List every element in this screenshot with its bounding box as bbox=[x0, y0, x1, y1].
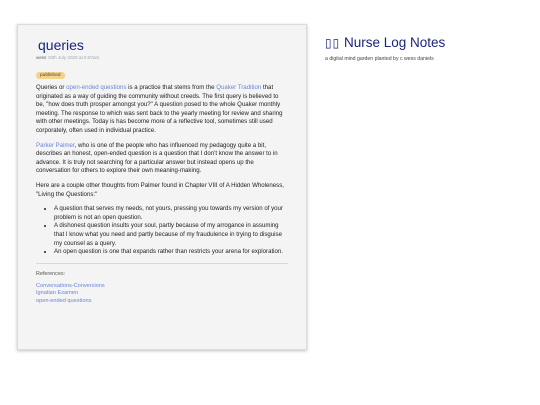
list-item: • A question that serves my needs, not yours, pressing you towards my version of your problem is not an open question. bbox=[54, 205, 288, 222]
paragraph-intro bbox=[36, 84, 288, 136]
link-parker-palmer[interactable]: Parker Palmer bbox=[36, 141, 75, 149]
list-item: • A dishonest question insults your soul, partly because of my arrogance in assuming that I know what you need and partly because of my fraudulence in trying to disguise my counsel as a query. bbox=[54, 222, 288, 248]
site-title-text: Nurse Log Notes bbox=[343, 35, 446, 50]
site-logo-icon: ▯▯ bbox=[325, 36, 341, 50]
p2-text: , who is one of the people who has influenced my pedagogy quite a bit, describes an honest, open-ended question is a question that I don't know the answer to in advance. It is truly not searching for a particular answer but instead opens up the conversation for others to explore their own meaning-making. bbox=[36, 141, 278, 175]
post-date: 19th July 2020 at 6:07am bbox=[47, 55, 100, 60]
post-title[interactable]: queries bbox=[38, 37, 84, 53]
references-heading: References: bbox=[36, 270, 66, 277]
site-title[interactable] bbox=[325, 35, 535, 51]
site-sidebar bbox=[325, 35, 535, 62]
paragraph-quotes-intro: Here are a couple other thoughts from Palmer found in Chapter VIII of A Hidden Wholeness, "Living the Questions:" bbox=[36, 181, 284, 198]
post-author[interactable]: wess bbox=[36, 55, 47, 60]
paragraph-palmer bbox=[36, 142, 288, 176]
p1-mid: is a practice that stems from the bbox=[126, 84, 217, 91]
list-item: • An open question is one that expands rather than restricts your arena for exploration. bbox=[54, 248, 288, 257]
reference-link-ignatian-examen[interactable]: Ignatian Examen bbox=[36, 290, 78, 297]
reference-link-open-ended-questions[interactable]: open-ended questions bbox=[36, 298, 92, 305]
quote-list bbox=[36, 205, 288, 257]
post-card bbox=[17, 24, 307, 350]
tag-badge[interactable]: published bbox=[36, 72, 65, 79]
site-tagline: a digital mind garden planted by c wess daniels bbox=[325, 56, 434, 62]
post-meta bbox=[36, 55, 288, 60]
divider bbox=[36, 263, 288, 264]
link-quaker-tradition[interactable]: Quaker Tradition bbox=[216, 84, 262, 91]
p1-pre: Queries or bbox=[36, 84, 67, 91]
reference-link-conversations[interactable]: Conversations-Conversions bbox=[36, 282, 105, 289]
p1-post: that originated as a way of guiding the community without creeds. The first query is believed to be, "how does truth prosper amongst you?" A question posed to the whole Quaker monthly meeting. The response to which was sent back to the yearly meeting for review and sharing with other meetings. Today is has become more of a reflective tool, sometimes still used corporately, often used in individual practice. bbox=[36, 84, 283, 134]
link-open-ended-questions[interactable]: open-ended questions bbox=[66, 84, 127, 91]
